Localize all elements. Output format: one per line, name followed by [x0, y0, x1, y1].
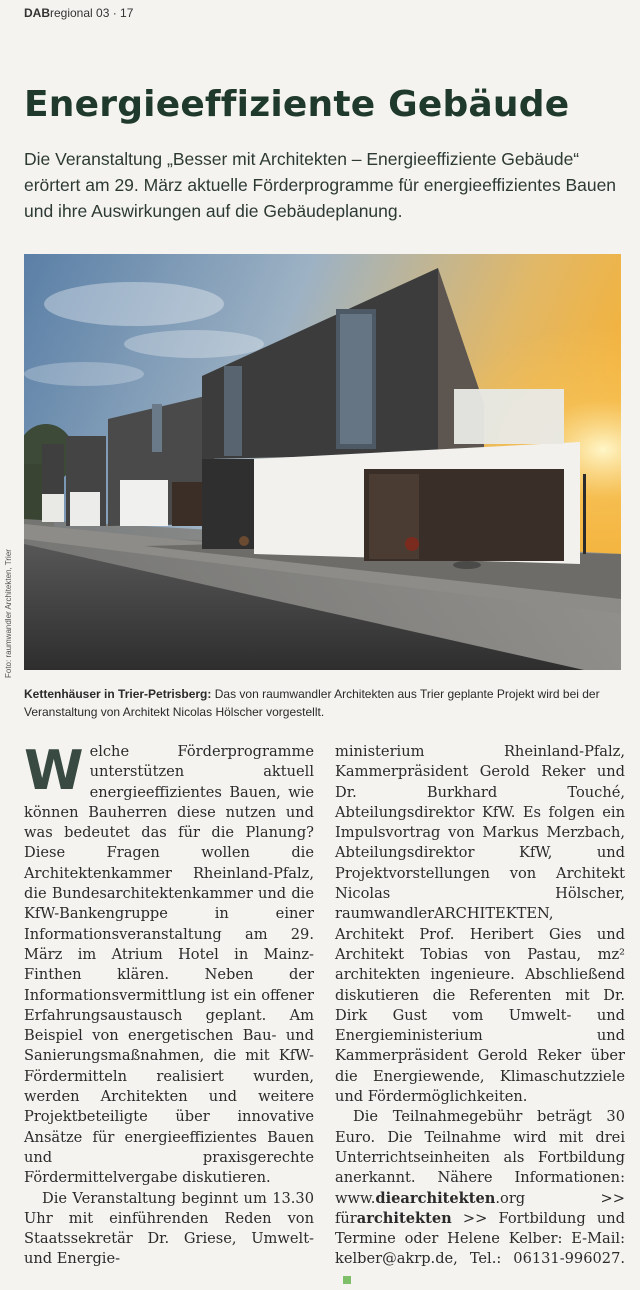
- paragraph-2: Die Veranstaltung beginnt um 13.30 Uhr mit einführenden Reden von Staatssekretär Dr. Griese, Umwelt- und Energie-: [24, 1189, 314, 1268]
- caption-text: Das von raumwandler Architekten aus Trier geplante Projekt wird bei der Veranstaltung von Architekt Nicolas Hölscher vorgestellt.: [24, 687, 600, 719]
- end-of-article-mark: [343, 1276, 351, 1284]
- section-label: regional 03 · 17: [50, 6, 134, 20]
- text-column-left: [24, 739, 314, 1270]
- page-header: [24, 6, 133, 20]
- article-title: Energieeffiziente Gebäude: [24, 84, 570, 125]
- photo-credit: Foto: raumwandler Architekten, Trier: [4, 549, 13, 678]
- photo-caption: [24, 685, 624, 721]
- text-column-right: [335, 742, 625, 1290]
- drop-cap: W: [24, 739, 84, 802]
- brand-architekten: architekten: [356, 1209, 452, 1227]
- caption-title: Kettenhäuser in Trier-Petrisberg:: [24, 687, 212, 701]
- paragraph-1: Welche Förderprogramme unterstützen aktuell energieeffizientes Bauen, wie können Bauherren diese nutzen und was bedeutet das für die Planung? Diese Fragen wollen die Architektenkammer Rheinland-Pfalz, die Bundesarchitektenkammer und die KfW-Bankengruppe in einer Informationsveranstaltung am 29. März im Atrium Hotel in Mainz-Finthen klären. Neben der Informationsvermittlung ist ein offener Erfahrungsaustausch geplant. Am Beispiel von energetischen Bau- und Sanierungsmaßnahmen, die mit KfW-Fördermitteln realisiert wurden, werden Architekten und weitere Projektbeteiligte über innovative Ansätze für energieeffizientes Bauen und praxisgerechte Fördermittelvergabe diskutieren.: [24, 739, 314, 1187]
- building-photo: [24, 254, 621, 670]
- magazine-brand: DAB: [24, 6, 50, 20]
- article-lead: Die Veranstaltung „Besser mit Architekten – Energieeffiziente Gebäude“ erörtert am 29. März aktuelle Förderprogramme für energieeffizientes Bauen und ihre Auswirkungen auf die Gebäudeplanung.: [24, 149, 617, 221]
- brand-diearchitekten: diearchitekten: [375, 1189, 496, 1207]
- paragraph-4: Die Teilnahmegebühr beträgt 30 Euro. Die Teilnahme wird mit drei Unterrichtseinheiten als Fortbildung anerkannt. Nähere Informationen: www.diearchitekten.org >> fürarchitekten >> Fortbildung und Termine oder Helene Kelber: E-Mail: kelber@akrp.de, Tel.: 06131-996027.: [335, 1107, 625, 1290]
- paragraph-3: ministerium Rheinland-Pfalz, Kammerpräsident Gerold Reker und Dr. Burkhard Touché, Abteilungsdirektor KfW. Es folgen ein Impulsvortrag von Markus Merzbach, Abteilungsdirektor KfW, und Projektvorstellungen von Architekt Nicolas Hölscher, raumwandlerARCHITEKTEN, Architekt Prof. Heribert Gies und Architekt Tobias von Pastau, mz² architekten ingenieure. Abschließend diskutieren die Referenten mit Dr. Dirk Gust vom Umwelt- und Energieministerium und Kammerpräsident Gerold Reker über die Energiewende, Klimaschutzziele und Fördermöglichkeiten.: [335, 743, 625, 1106]
